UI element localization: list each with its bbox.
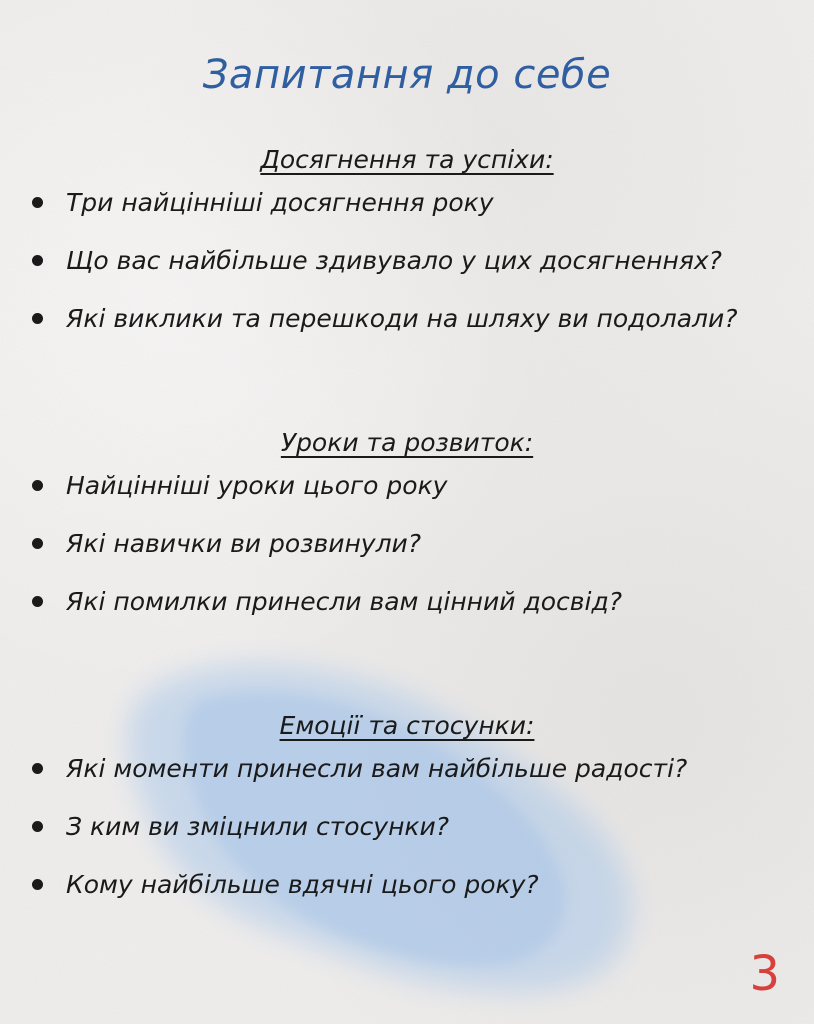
list-item (0, 296, 814, 354)
list-item-text: Кому найбільше вдячні цього року? (66, 870, 539, 899)
bullet-list (0, 746, 814, 920)
bullet-list (0, 180, 814, 354)
list-item-text: Які навички ви розвинули? (66, 529, 422, 558)
list-item-text: Які моменти принесли вам найбільше радості? (66, 754, 688, 783)
section-emotions (0, 706, 814, 920)
section-achievements (0, 140, 814, 354)
page-number: 3 (749, 946, 780, 1002)
list-item-text: З ким ви зміцнили стосунки? (66, 812, 450, 841)
bullet-icon (32, 313, 43, 324)
list-item-text: Які помилки принесли вам цінний досвід? (66, 587, 623, 616)
list-item (0, 862, 814, 920)
list-item (0, 521, 814, 579)
section-heading: Емоції та стосунки: (279, 711, 535, 740)
section-heading: Уроки та розвиток: (280, 428, 534, 457)
list-item-text: Які виклики та перешкоди на шляху ви подолали? (66, 304, 738, 333)
list-item-text: Три найцінніші досягнення року (66, 188, 494, 217)
list-item (0, 746, 814, 804)
list-item (0, 180, 814, 238)
bullet-icon (32, 596, 43, 607)
bullet-list (0, 463, 814, 637)
bullet-icon (32, 763, 43, 774)
page-title: Запитання до себе (202, 52, 612, 98)
list-item (0, 579, 814, 637)
bullet-icon (32, 255, 43, 266)
bullet-icon (32, 538, 43, 549)
section-heading: Досягнення та успіхи: (260, 145, 554, 174)
section-lessons (0, 423, 814, 637)
list-item (0, 463, 814, 521)
list-item (0, 238, 814, 296)
list-item-text: Що вас найбільше здивувало у цих досягненнях? (66, 246, 722, 275)
bullet-icon (32, 480, 43, 491)
bullet-icon (32, 879, 43, 890)
bullet-icon (32, 197, 43, 208)
bullet-icon (32, 821, 43, 832)
list-item (0, 804, 814, 862)
list-item-text: Найцінніші уроки цього року (66, 471, 448, 500)
